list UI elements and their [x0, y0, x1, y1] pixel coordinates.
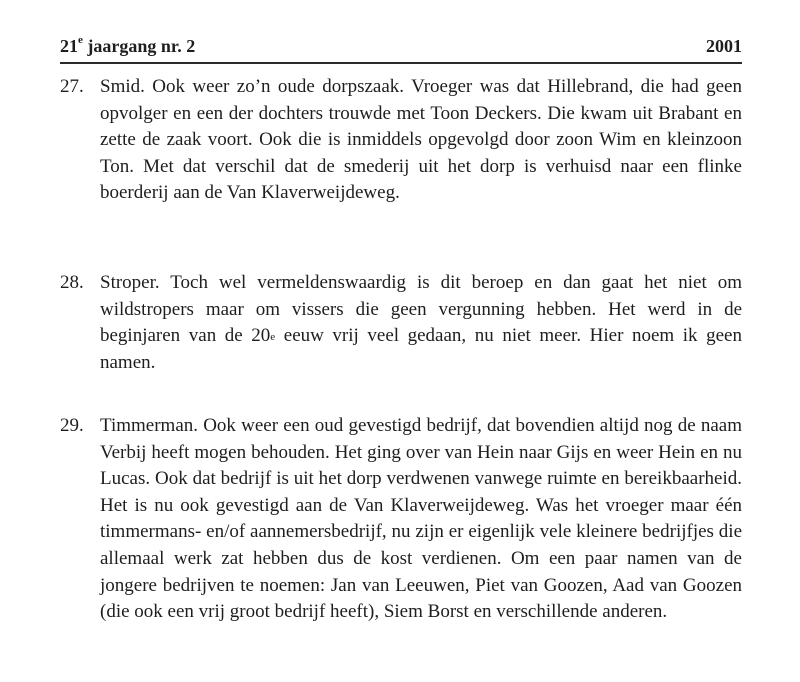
- volume-number: 21: [60, 36, 78, 56]
- entry-text-before: Stroper. Toch wel vermeldenswaardig is dit beroep en dan gaat het niet om wildstropers maar om vissers die geen vergunning hebben. Het werd in de beginjaren van de 20: [100, 272, 742, 347]
- list-item: [60, 270, 742, 376]
- entry-number: 28.: [60, 272, 84, 293]
- volume-issue-label: jaargang nr. 2: [82, 36, 196, 56]
- list-item: [60, 74, 742, 207]
- volume-ordinal-suffix: e: [78, 34, 83, 46]
- entry-text: [100, 270, 742, 376]
- entry-text: Timmerman. Ook weer een oud gevestigd bedrijf, dat bovendien altijd nog de naam Verbij heeft mogen behouden. Het ging over van Hein naar Gijs en weer Hein en nu Lucas. Ook dat bedrijf is uit het dorp verdwenen vanwege ruimte en bereikbaarheid. Het is nu ook gevestigd aan de Van Klaverweijdeweg. Was het vroeger maar één timmermans- en/of aannemersbedrijf, nu zijn er eigenlijk vele kleinere bedrijfjes die allemaal werk zat hebben dus de kost verdienen. Om een paar namen van de jongere bedrijven te noemen: Jan van Leeuwen, Piet van Goozen, Aad van Goozen (die ook een vrij groot bedrijf heeft), Siem Borst en verschillende anderen.: [100, 415, 742, 623]
- entry-text-after: eeuw vrij veel gedaan, nu niet meer. Hier noem ik geen namen.: [100, 325, 742, 373]
- volume-issue: [60, 36, 195, 57]
- list-item: [60, 413, 742, 626]
- entry-number: 29.: [60, 415, 84, 436]
- entry-number: 27.: [60, 76, 84, 97]
- running-header: [60, 36, 742, 60]
- entry-text: Smid. Ook weer zo’n oude dorpszaak. Vroeger was dat Hillebrand, die had geen opvolger en een der dochters trouwde met Toon Deckers. Die kwam uit Brabant en zette de zaak voort. Ook die is inmiddels opgevolgd door zoon Wim en kleinzoon Ton. Met dat verschil dat de smederij uit het dorp is verhuisd naar een flinke boerderij aan de Van Klaverweijdeweg.: [100, 76, 742, 204]
- header-year: 2001: [706, 36, 742, 56]
- header-rule: [60, 62, 742, 64]
- ordinal-suffix: e: [270, 331, 276, 344]
